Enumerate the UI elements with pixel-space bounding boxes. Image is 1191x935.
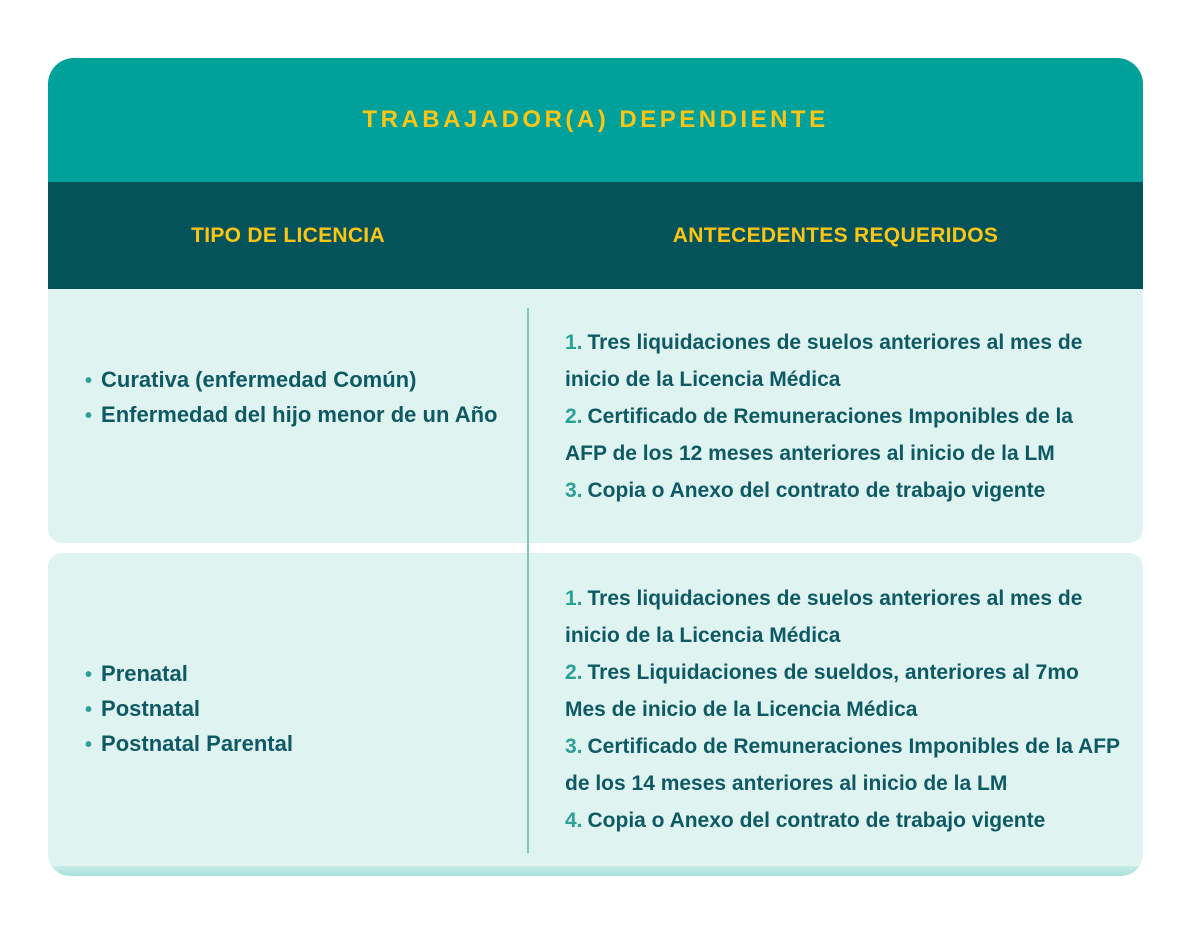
antecedente-text: Tres liquidaciones de suelos anteriores al mes de inicio de la Licencia Médica	[565, 587, 1083, 647]
antecedentes-list-row1	[565, 324, 1085, 509]
column-divider-line	[527, 308, 529, 853]
table-row-prenatal	[48, 553, 1143, 866]
list-item	[565, 472, 1085, 509]
list-item	[85, 692, 518, 727]
list-item	[565, 580, 1120, 654]
table-row-curativa	[48, 289, 1143, 543]
antecedentes-cell-row2	[528, 553, 1143, 866]
column-header-antecedentes	[528, 182, 1143, 289]
licencia-item-label: • Postnatal	[101, 696, 201, 721]
row-gap	[48, 543, 1143, 553]
antecedente-text: Tres Liquidaciones de sueldos, anteriores al 7mo Mes de inicio de la Licencia Médica	[565, 661, 1079, 721]
list-item	[565, 654, 1120, 728]
antecedente-text: Copia o Anexo del contrato de trabajo vigente	[587, 809, 1046, 832]
table-body	[48, 289, 1143, 876]
antecedente-text: Copia o Anexo del contrato de trabajo vigente	[587, 478, 1046, 502]
card-header	[48, 58, 1143, 182]
antecedente-text: Certificado de Remuneraciones Imponibles de la AFP de los 12 meses anteriores al inicio de la LM	[565, 404, 1073, 465]
licencia-cell-row2	[48, 553, 528, 866]
item-number: 1.	[565, 330, 583, 354]
item-number: 4.	[565, 809, 583, 832]
licencia-cell-row1	[48, 289, 528, 543]
antecedentes-cell-row1	[528, 289, 1143, 543]
antecedente-text: Certificado de Remuneraciones Imponibles de la AFP de los 14 meses anteriores al inicio de la LM	[565, 735, 1120, 795]
list-item	[85, 398, 518, 433]
list-item	[565, 398, 1085, 472]
item-number: 2.	[565, 404, 583, 428]
licencia-list-row1	[85, 363, 518, 433]
column-header-band	[48, 182, 1143, 289]
item-number: 3.	[565, 478, 583, 502]
list-item	[565, 728, 1120, 802]
antecedente-text: Tres liquidaciones de suelos anteriores al mes de inicio de la Licencia Médica	[565, 330, 1083, 391]
bottom-accent-strip	[48, 866, 1143, 876]
item-number: 3.	[565, 735, 583, 758]
list-item	[565, 324, 1085, 398]
dependent-worker-card	[48, 58, 1143, 876]
list-item	[85, 657, 518, 692]
card-title: TRABAJADOR(A) DEPENDIENTE	[362, 106, 829, 133]
licencia-item-label: • Curativa (enfermedad Común)	[101, 367, 417, 392]
item-number: 1.	[565, 587, 583, 610]
list-item	[565, 802, 1120, 839]
column-header-licencia	[48, 182, 528, 289]
antecedentes-list-row2	[565, 580, 1120, 839]
item-number: 2.	[565, 661, 583, 684]
column-header-licencia-label: TIPO DE LICENCIA	[191, 223, 385, 247]
list-item	[85, 727, 518, 762]
column-header-antecedentes-label: ANTECEDENTES REQUERIDOS	[672, 223, 999, 247]
list-item	[85, 363, 518, 398]
licencia-item-label: • Enfermedad del hijo menor de un Año	[101, 402, 498, 427]
licencia-item-label: • Prenatal	[101, 661, 188, 686]
licencia-list-row2	[85, 657, 518, 762]
licencia-item-label: • Postnatal Parental	[101, 731, 293, 756]
